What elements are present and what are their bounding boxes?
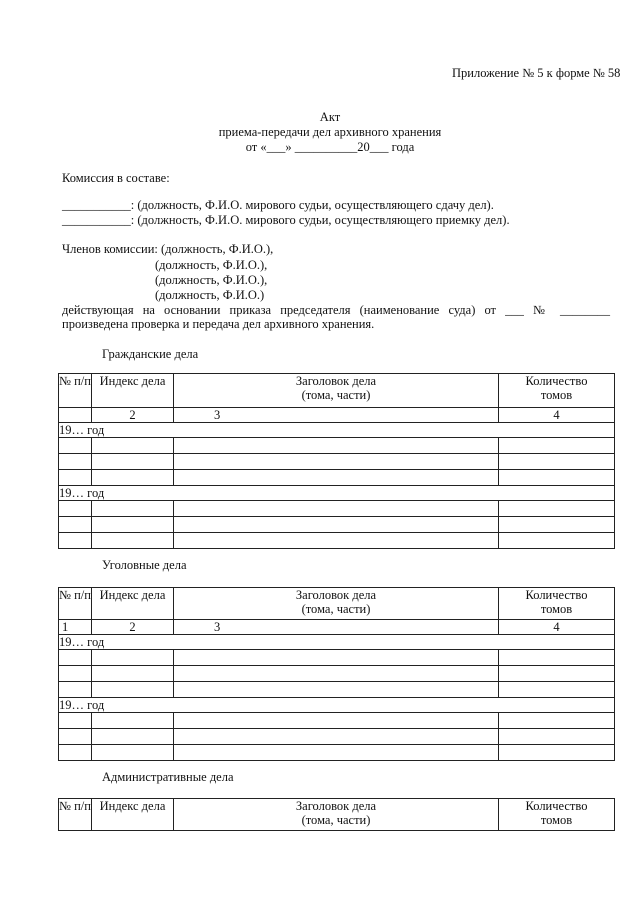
col-number-cell: 2	[92, 408, 174, 423]
basis-line: действующая на основании приказа председателя (наименование суда) от ___ № ________	[62, 303, 610, 317]
col-count-header: Количество томов	[499, 799, 615, 831]
table-row	[59, 454, 615, 470]
col-number-cell: 1	[59, 620, 92, 635]
col-index-header: Индекс дела	[92, 374, 174, 408]
table-row	[59, 533, 615, 549]
table-row	[59, 650, 615, 666]
act-date-line: от «___» __________20___ года	[245, 140, 415, 154]
year-label: 19… год	[59, 635, 615, 650]
col-count-header: Количество томов	[499, 374, 615, 408]
column-numbers-row	[59, 620, 615, 635]
table-row	[59, 666, 615, 682]
members-line: (должность, Ф.И.О.),	[155, 258, 268, 272]
col-num-header: № п/п	[59, 588, 92, 620]
year-label: 19… год	[59, 698, 615, 713]
transfer-text: : (должность, Ф.И.О. мирового судьи, осуществляющего сдачу дел).	[130, 198, 494, 212]
col-number-cell: 4	[499, 408, 615, 423]
members-line: (должность, Ф.И.О.),	[155, 273, 268, 287]
civil-cases-table	[58, 373, 615, 549]
table-row	[59, 682, 615, 698]
blank-field: ___________	[62, 198, 131, 212]
year-label: 19… год	[59, 486, 615, 501]
table-row	[59, 745, 615, 761]
col-number-cell	[59, 408, 92, 423]
table-row	[59, 438, 615, 454]
table-header-row	[59, 588, 615, 620]
col-index-header: Индекс дела	[92, 799, 174, 831]
col-num-header: № п/п	[59, 374, 92, 408]
column-numbers-row	[59, 408, 615, 423]
accept-text: : (должность, Ф.И.О. мирового судьи, осуществляющего приемку дел).	[130, 213, 510, 227]
table-row	[59, 501, 615, 517]
col-count-header: Количество томов	[499, 588, 615, 620]
commission-heading: Комиссия в составе:	[62, 171, 170, 185]
col-num-header: № п/п	[59, 799, 92, 831]
criminal-cases-table	[58, 587, 615, 761]
administrative-cases-table	[58, 798, 615, 831]
col-number-cell: 3	[174, 408, 499, 423]
act-title: Акт	[319, 110, 341, 124]
table-row	[59, 713, 615, 729]
table-row	[59, 729, 615, 745]
section-criminal-heading: Уголовные дела	[102, 558, 187, 572]
table-row	[59, 470, 615, 486]
members-first-line: Членов комиссии: (должность, Ф.И.О.),	[62, 242, 274, 256]
appendix-note: Приложение № 5 к форме № 58	[452, 66, 621, 80]
basis-line-2: произведена проверка и передача дел архивного хранения.	[62, 317, 375, 331]
col-number-cell: 3	[174, 620, 499, 635]
act-subtitle: приема-передачи дел архивного хранения	[218, 125, 442, 139]
col-number-cell: 4	[499, 620, 615, 635]
table-row	[59, 517, 615, 533]
table-header-row	[59, 374, 615, 408]
col-title-header: Заголовок дела (тома, части)	[174, 588, 499, 620]
col-number-cell: 2	[92, 620, 174, 635]
year-row	[59, 698, 615, 713]
commission-transfer-line	[62, 198, 494, 213]
section-civil-heading: Гражданские дела	[102, 347, 199, 361]
commission-accept-line	[62, 213, 510, 228]
col-title-header: Заголовок дела (тома, части)	[174, 799, 499, 831]
year-row	[59, 423, 615, 438]
col-index-header: Индекс дела	[92, 588, 174, 620]
year-row	[59, 486, 615, 501]
members-line: (должность, Ф.И.О.)	[155, 288, 265, 302]
year-row	[59, 635, 615, 650]
col-title-header: Заголовок дела (тома, части)	[174, 374, 499, 408]
section-administrative-heading: Административные дела	[102, 770, 234, 784]
blank-field: ___________	[62, 213, 131, 227]
year-label: 19… год	[59, 423, 615, 438]
table-header-row	[59, 799, 615, 831]
